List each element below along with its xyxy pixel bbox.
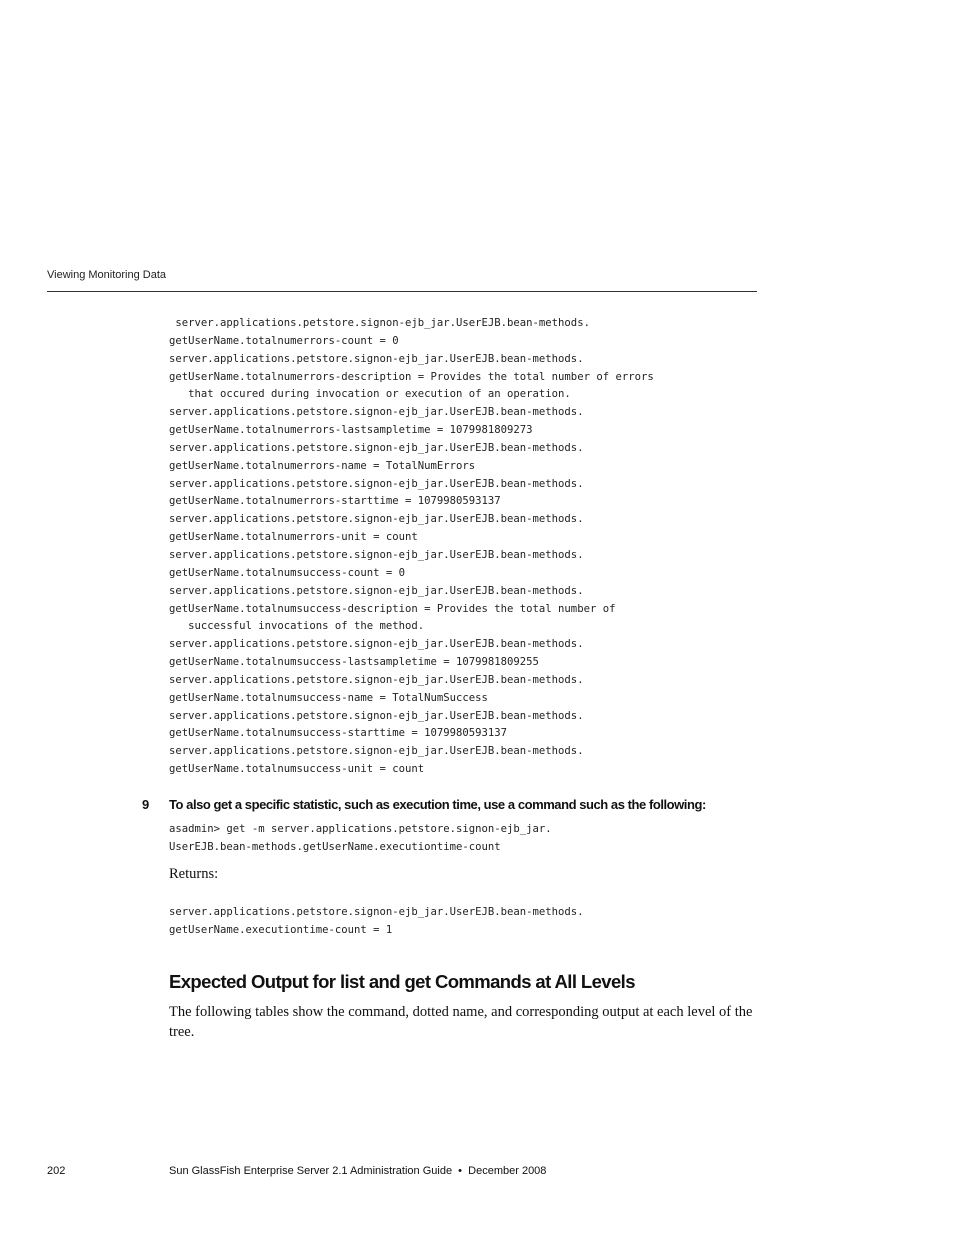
code-line: server.applications.petstore.signon-ejb_jar.UserEJB.bean-methods.	[169, 709, 584, 722]
code-line: server.applications.petstore.signon-ejb_jar.UserEJB.bean-methods.	[169, 584, 584, 597]
code-line: server.applications.petstore.signon-ejb_jar.UserEJB.bean-methods.	[169, 352, 584, 365]
command-line: asadmin> get -m server.applications.petstore.signon-ejb_jar.	[169, 823, 552, 835]
returns-line: getUserName.executiontime-count = 1	[169, 923, 393, 936]
code-output-block	[169, 315, 654, 779]
code-line: server.applications.petstore.signon-ejb_jar.UserEJB.bean-methods.	[169, 477, 584, 490]
code-line: getUserName.totalnumerrors-name = TotalNumErrors	[169, 459, 476, 472]
step-number: 9	[142, 797, 149, 812]
code-line: getUserName.totalnumsuccess-description = Provides the total number of	[169, 602, 616, 615]
code-line: getUserName.totalnumerrors-starttime = 1079980593137	[169, 495, 501, 508]
code-line: getUserName.totalnumsuccess-name = TotalNumSuccess	[169, 691, 488, 704]
section-paragraph: The following tables show the command, dotted name, and corresponding output at each level of the tree.	[169, 1004, 753, 1040]
code-line: getUserName.totalnumsuccess-lastsampletime = 1079981809255	[169, 656, 539, 669]
code-line: getUserName.totalnumsuccess-count = 0	[169, 566, 405, 579]
code-line: server.applications.petstore.signon-ejb_jar.UserEJB.bean-methods.	[169, 406, 584, 419]
code-line: getUserName.totalnumerrors-count = 0	[169, 334, 399, 347]
code-line: server.applications.petstore.signon-ejb_jar.UserEJB.bean-methods.	[169, 513, 584, 526]
code-line: server.applications.petstore.signon-ejb_jar.UserEJB.bean-methods.	[169, 441, 584, 454]
code-line: server.applications.petstore.signon-ejb_jar.UserEJB.bean-methods.	[169, 745, 584, 758]
command-example-block	[169, 821, 552, 857]
code-line: getUserName.totalnumerrors-lastsampletime = 1079981809273	[169, 424, 533, 437]
code-line: getUserName.totalnumerrors-unit = count	[169, 531, 418, 544]
returns-label: Returns:	[169, 866, 219, 882]
code-line: getUserName.totalnumerrors-description = Provides the total number of errors	[169, 370, 654, 383]
step-instruction: To also get a specific statistic, such as execution time, use a command such as the following:	[169, 797, 706, 812]
page-number: 202	[47, 1165, 66, 1177]
code-line: server.applications.petstore.signon-ejb_jar.UserEJB.bean-methods.	[169, 317, 590, 329]
code-line: getUserName.totalnumsuccess-starttime = 1079980593137	[169, 727, 508, 740]
code-line: getUserName.totalnumsuccess-unit = count	[169, 763, 425, 776]
code-line: server.applications.petstore.signon-ejb_jar.UserEJB.bean-methods.	[169, 548, 584, 561]
returns-output-block	[169, 904, 584, 940]
code-line: successful invocations of the method.	[169, 620, 425, 633]
footer-book-title: Sun GlassFish Enterprise Server 2.1 Administration Guide • December 2008	[169, 1165, 547, 1177]
running-header: Viewing Monitoring Data	[47, 269, 167, 281]
code-line: that occured during invocation or execution of an operation.	[169, 388, 571, 401]
code-line: server.applications.petstore.signon-ejb_jar.UserEJB.bean-methods.	[169, 673, 584, 686]
header-divider	[47, 291, 757, 292]
returns-line: server.applications.petstore.signon-ejb_jar.UserEJB.bean-methods.	[169, 906, 584, 918]
command-line: UserEJB.bean-methods.getUserName.executiontime-count	[169, 840, 501, 853]
section-heading: Expected Output for list and get Commands at All Levels	[169, 971, 635, 992]
code-line: server.applications.petstore.signon-ejb_jar.UserEJB.bean-methods.	[169, 638, 584, 651]
